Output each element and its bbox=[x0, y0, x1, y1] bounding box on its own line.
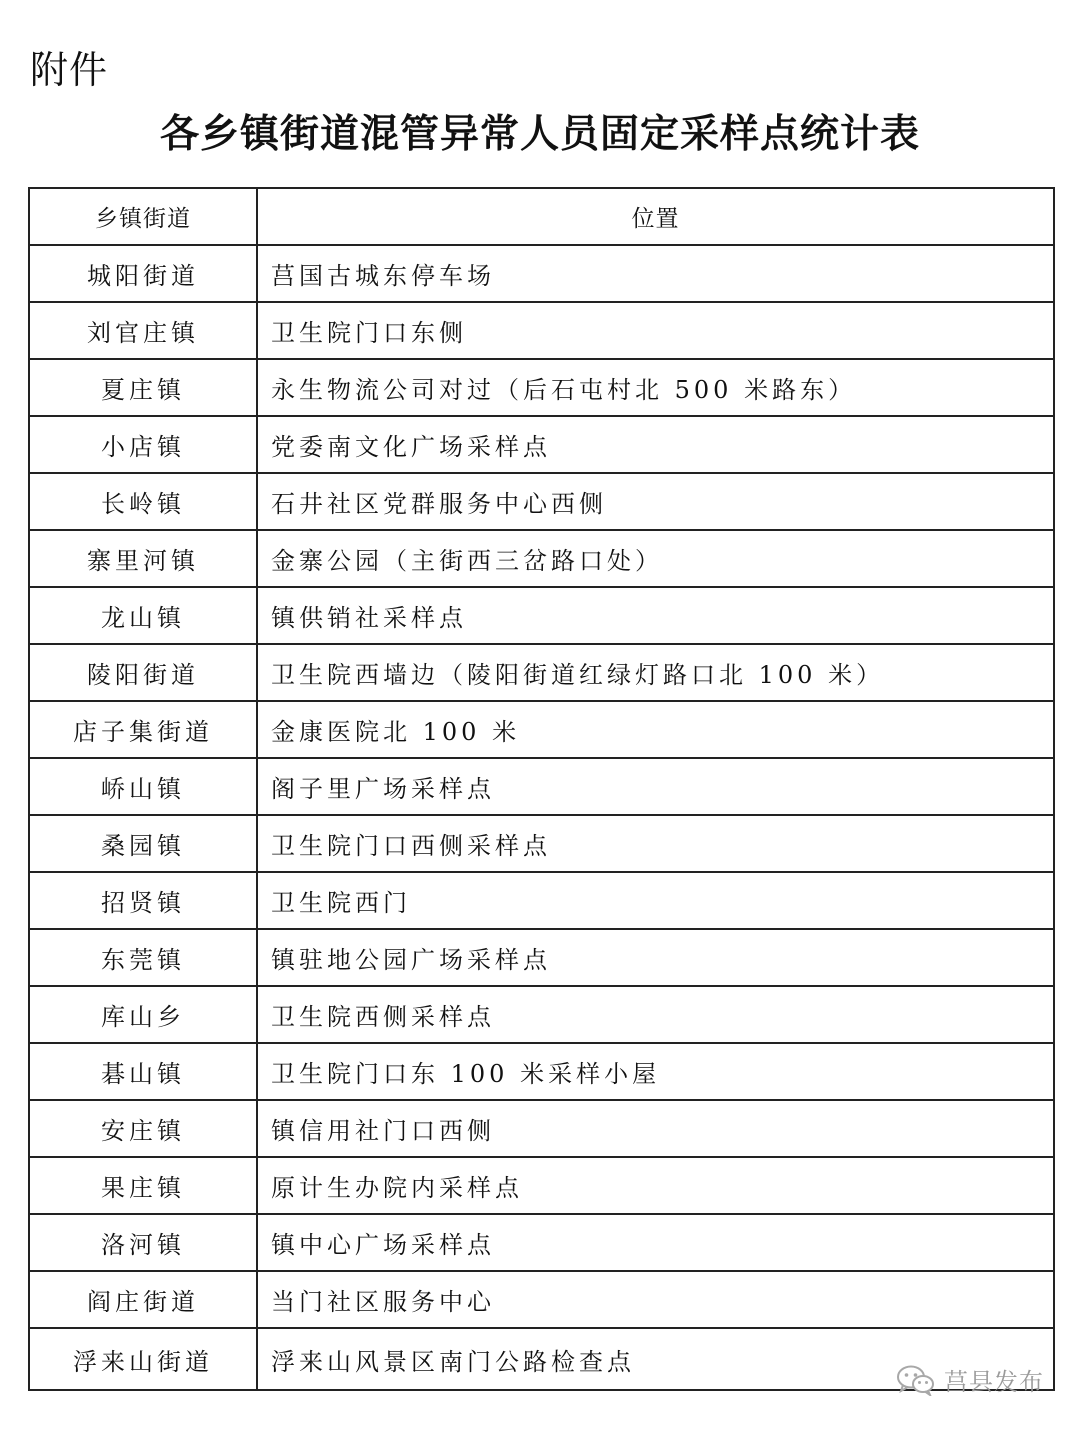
table-row bbox=[29, 359, 1054, 416]
watermark bbox=[896, 1362, 1044, 1397]
location-cell: 永生物流公司对过（后石屯村北 500 米路东） bbox=[257, 359, 1054, 416]
location-cell: 镇中心广场采样点 bbox=[257, 1214, 1054, 1271]
sampling-points-table-wrapper bbox=[28, 187, 1053, 1391]
column-header-town: 乡镇街道 bbox=[29, 188, 257, 245]
location-cell: 党委南文化广场采样点 bbox=[257, 416, 1054, 473]
table-row bbox=[29, 986, 1054, 1043]
table-row bbox=[29, 644, 1054, 701]
location-cell: 当门社区服务中心 bbox=[257, 1271, 1054, 1328]
table-row bbox=[29, 416, 1054, 473]
location-cell: 卫生院西门 bbox=[257, 872, 1054, 929]
location-cell: 金寨公园（主街西三岔路口处） bbox=[257, 530, 1054, 587]
location-cell: 镇供销社采样点 bbox=[257, 587, 1054, 644]
column-header-location: 位置 bbox=[257, 188, 1054, 245]
town-cell: 城阳街道 bbox=[29, 245, 257, 302]
location-cell: 莒国古城东停车场 bbox=[257, 245, 1054, 302]
table-row bbox=[29, 1271, 1054, 1328]
table-row bbox=[29, 245, 1054, 302]
location-cell: 卫生院门口东侧 bbox=[257, 302, 1054, 359]
location-cell: 金康医院北 100 米 bbox=[257, 701, 1054, 758]
table-header-row bbox=[29, 188, 1054, 245]
table-row bbox=[29, 1214, 1054, 1271]
wechat-icon bbox=[896, 1364, 936, 1396]
attachment-label: 附件 bbox=[30, 48, 109, 92]
table-row bbox=[29, 1157, 1054, 1214]
town-cell: 陵阳街道 bbox=[29, 644, 257, 701]
town-cell: 阎庄街道 bbox=[29, 1271, 257, 1328]
town-cell: 东莞镇 bbox=[29, 929, 257, 986]
sampling-points-table bbox=[28, 187, 1055, 1391]
town-cell: 碁山镇 bbox=[29, 1043, 257, 1100]
town-cell: 果庄镇 bbox=[29, 1157, 257, 1214]
location-cell: 石井社区党群服务中心西侧 bbox=[257, 473, 1054, 530]
town-cell: 小店镇 bbox=[29, 416, 257, 473]
location-cell: 卫生院门口东 100 米采样小屋 bbox=[257, 1043, 1054, 1100]
town-cell: 招贤镇 bbox=[29, 872, 257, 929]
table-row bbox=[29, 815, 1054, 872]
town-cell: 库山乡 bbox=[29, 986, 257, 1043]
table-row bbox=[29, 302, 1054, 359]
town-cell: 刘官庄镇 bbox=[29, 302, 257, 359]
table-row bbox=[29, 758, 1054, 815]
location-cell: 卫生院西墙边（陵阳街道红绿灯路口北 100 米） bbox=[257, 644, 1054, 701]
town-cell: 夏庄镇 bbox=[29, 359, 257, 416]
table-body bbox=[29, 245, 1054, 1390]
table-row bbox=[29, 1043, 1054, 1100]
location-cell: 阁子里广场采样点 bbox=[257, 758, 1054, 815]
town-cell: 长岭镇 bbox=[29, 473, 257, 530]
town-cell: 店子集街道 bbox=[29, 701, 257, 758]
town-cell: 峤山镇 bbox=[29, 758, 257, 815]
table-row bbox=[29, 587, 1054, 644]
town-cell: 洛河镇 bbox=[29, 1214, 257, 1271]
location-cell: 浮来山风景区南门公路检查点 bbox=[257, 1328, 1054, 1390]
town-cell: 浮来山街道 bbox=[29, 1328, 257, 1390]
page-title: 各乡镇街道混管异常人员固定采样点统计表 bbox=[159, 111, 920, 157]
town-cell: 寨里河镇 bbox=[29, 530, 257, 587]
town-cell: 安庄镇 bbox=[29, 1100, 257, 1157]
location-cell: 原计生办院内采样点 bbox=[257, 1157, 1054, 1214]
table-row bbox=[29, 872, 1054, 929]
location-cell: 镇信用社门口西侧 bbox=[257, 1100, 1054, 1157]
table-row bbox=[29, 701, 1054, 758]
watermark-text: 莒县发布 bbox=[944, 1368, 1044, 1396]
table-row bbox=[29, 929, 1054, 986]
town-cell: 龙山镇 bbox=[29, 587, 257, 644]
town-cell: 桑园镇 bbox=[29, 815, 257, 872]
table-row bbox=[29, 1100, 1054, 1157]
location-cell: 镇驻地公园广场采样点 bbox=[257, 929, 1054, 986]
table-row bbox=[29, 530, 1054, 587]
location-cell: 卫生院西侧采样点 bbox=[257, 986, 1054, 1043]
location-cell: 卫生院门口西侧采样点 bbox=[257, 815, 1054, 872]
table-row bbox=[29, 473, 1054, 530]
